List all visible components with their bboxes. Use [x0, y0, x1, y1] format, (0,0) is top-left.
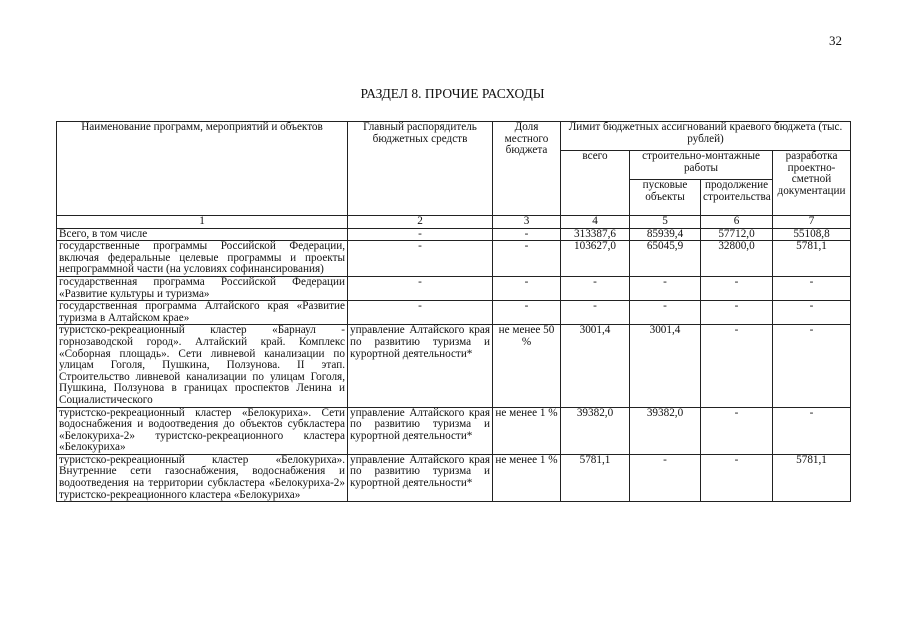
page-number: 32 [829, 33, 842, 48]
column-index: 6 [701, 216, 773, 229]
row-ongoing: - [701, 454, 773, 501]
row-share: не менее 1 % [493, 454, 561, 501]
row-total: - [561, 301, 630, 325]
row-name: туристско-рекреационный кластер «Белокуриха». Сети водоснабжения и водоотведения до объектов субкластера «Белокуриха-2» туристско-рекреационного кластера «Белокуриха» [57, 407, 348, 454]
row-name: туристско-рекреационный кластер «Белокуриха». Внутренние сети газоснабжения, водоснабжения и водоотведения на территории субкластера «Белокуриха-2» туристско-рекреационного кластера «Белокуриха» [57, 454, 348, 501]
header-total: всего [561, 151, 630, 216]
row-manager: управление Алтайского края по развитию туризма и курортной деятельности* [348, 325, 493, 407]
row-design: - [773, 325, 851, 407]
column-index: 4 [561, 216, 630, 229]
column-index: 5 [630, 216, 701, 229]
row-ongoing: - [701, 301, 773, 325]
budget-table [56, 121, 851, 502]
row-ongoing: 57712,0 [701, 228, 773, 241]
row-share: - [493, 301, 561, 325]
row-design: - [773, 301, 851, 325]
header-ongoing: продолжение строительства [701, 180, 773, 216]
section-title: РАЗДЕЛ 8. ПРОЧИЕ РАСХОДЫ [360, 86, 545, 101]
column-index: 1 [57, 216, 348, 229]
row-manager: управление Алтайского края по развитию туризма и курортной деятельности* [348, 407, 493, 454]
row-startup: - [630, 454, 701, 501]
header-limit: Лимит бюджетных ассигнований краевого бюджета (тыс. рублей) [561, 122, 851, 151]
row-manager: - [348, 228, 493, 241]
column-index: 7 [773, 216, 851, 229]
row-name: государственные программы Российской Федерации, включая федеральные целевые программы и проекты непрограммной части (на условиях софинансирования) [57, 241, 348, 277]
table-row [57, 241, 851, 277]
row-total: 313387,6 [561, 228, 630, 241]
row-name: Всего, в том числе [57, 228, 348, 241]
row-manager: - [348, 276, 493, 300]
row-design: 5781,1 [773, 241, 851, 277]
table-row [57, 228, 851, 241]
row-total: 39382,0 [561, 407, 630, 454]
row-startup: 65045,9 [630, 241, 701, 277]
table-row [57, 407, 851, 454]
row-design: - [773, 407, 851, 454]
row-share: не менее 50 % [493, 325, 561, 407]
table-row [57, 454, 851, 501]
row-manager: - [348, 241, 493, 277]
row-startup: - [630, 276, 701, 300]
row-manager: управление Алтайского края по развитию туризма и курортной деятельности* [348, 454, 493, 501]
row-name: государственная программа Российской Федерации «Развитие культуры и туризма» [57, 276, 348, 300]
row-ongoing: - [701, 407, 773, 454]
table-row [57, 276, 851, 300]
row-total: - [561, 276, 630, 300]
row-share: - [493, 228, 561, 241]
row-name: государственная программа Алтайского края «Развитие туризма в Алтайском крае» [57, 301, 348, 325]
column-index: 2 [348, 216, 493, 229]
table-row [57, 325, 851, 407]
row-startup: - [630, 301, 701, 325]
column-index: 3 [493, 216, 561, 229]
column-index-row [57, 216, 851, 229]
row-total: 103627,0 [561, 241, 630, 277]
row-design: 55108,8 [773, 228, 851, 241]
row-ongoing: 32800,0 [701, 241, 773, 277]
row-share: - [493, 241, 561, 277]
table-row [57, 301, 851, 325]
row-ongoing: - [701, 325, 773, 407]
header-startup: пусковые объекты [630, 180, 701, 216]
row-startup: 85939,4 [630, 228, 701, 241]
row-manager: - [348, 301, 493, 325]
row-total: 5781,1 [561, 454, 630, 501]
header-share: Доля местного бюджета [493, 122, 561, 216]
row-design: - [773, 276, 851, 300]
row-total: 3001,4 [561, 325, 630, 407]
row-ongoing: - [701, 276, 773, 300]
row-share: - [493, 276, 561, 300]
header-design: разработка проектно-сметной документации [773, 151, 851, 216]
header-construction: строительно-монтажные работы [630, 151, 773, 180]
row-share: не менее 1 % [493, 407, 561, 454]
row-name: туристско-рекреационный кластер «Барнаул - горнозаводской город». Алтайский край. Комплекс «Соборная площадь». Сети ливневой канализации по улицам Гоголя, Пушкина, Ползунова. II этап. Строительство ливневой канализации по улицам Гоголя, Пушкина, Ползунова в границах проспектов Ленина и Социалистического [57, 325, 348, 407]
header-name: Наименование программ, мероприятий и объектов [57, 122, 348, 216]
header-manager: Главный распорядитель бюджетных средств [348, 122, 493, 216]
row-startup: 39382,0 [630, 407, 701, 454]
row-startup: 3001,4 [630, 325, 701, 407]
row-design: 5781,1 [773, 454, 851, 501]
